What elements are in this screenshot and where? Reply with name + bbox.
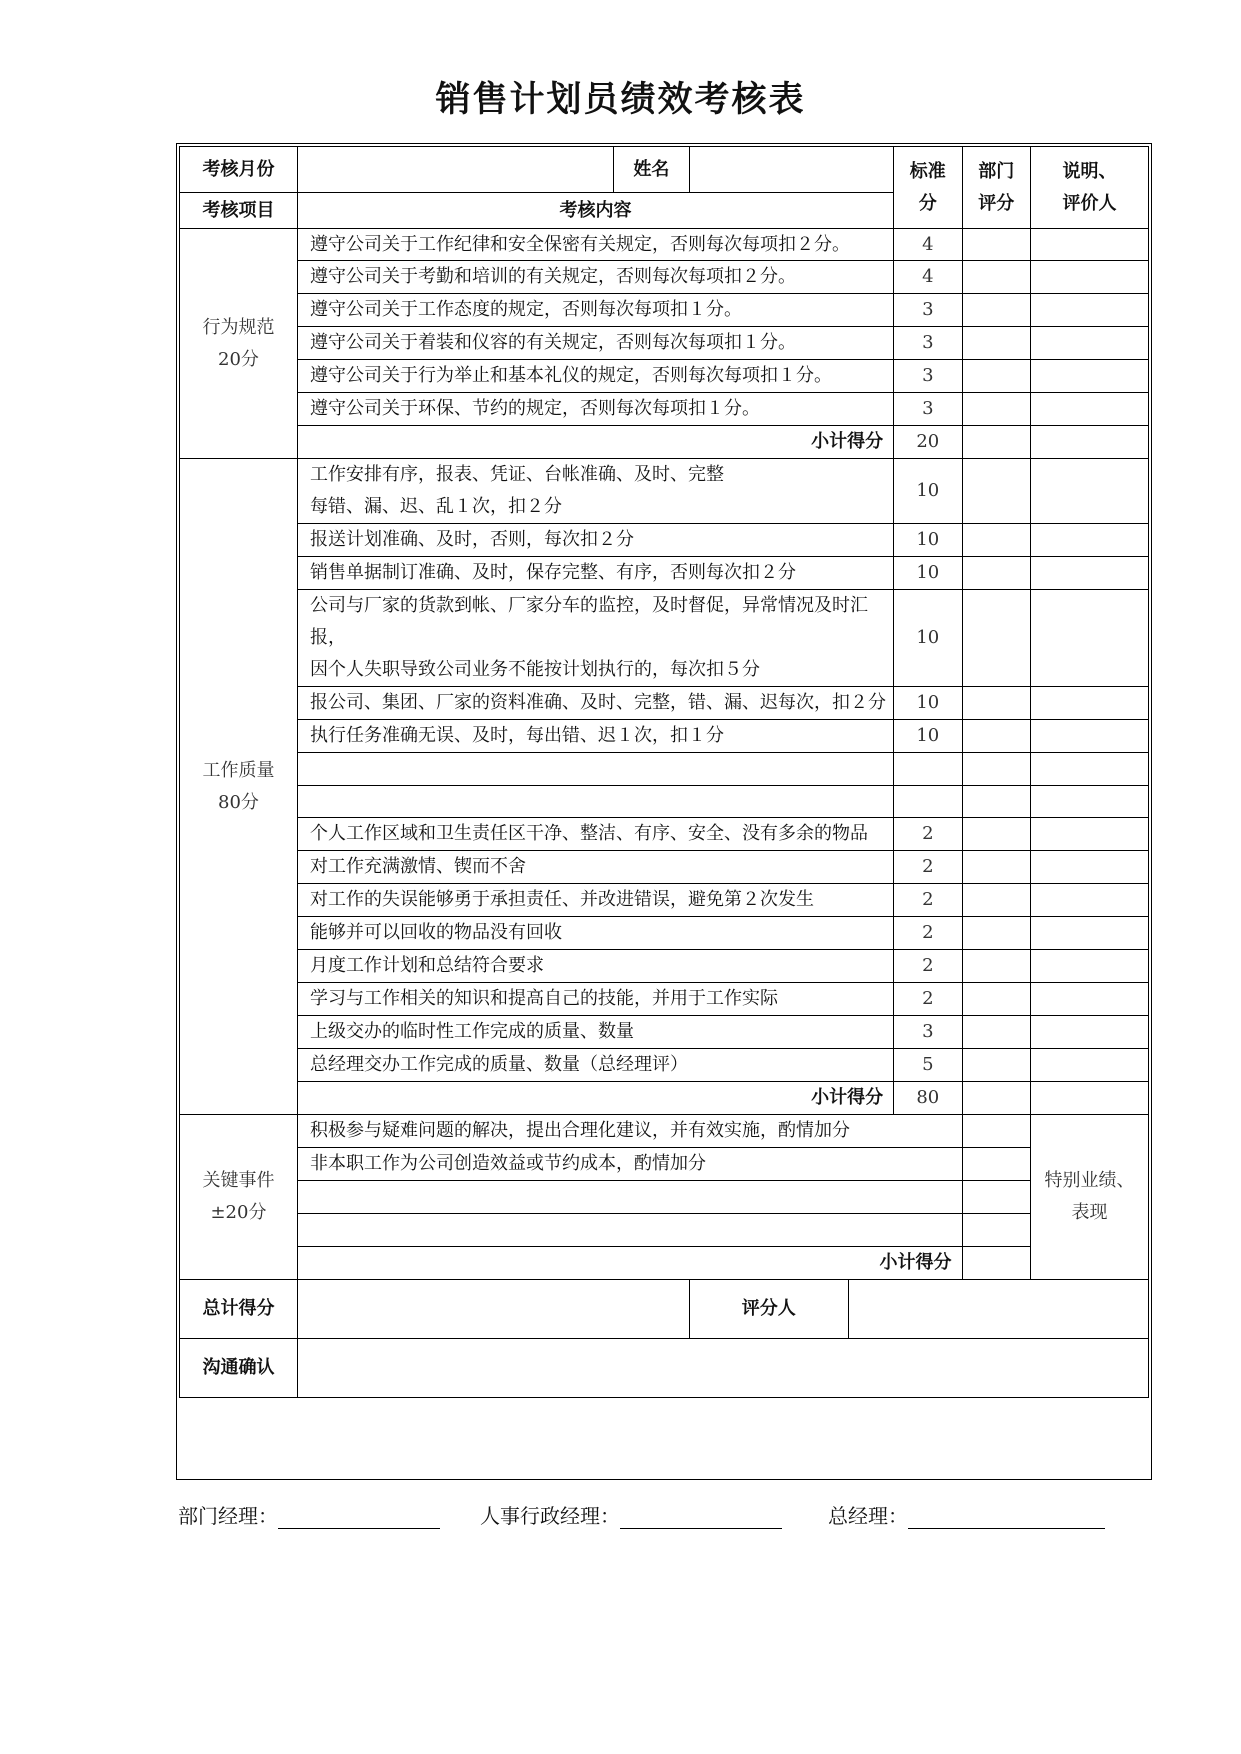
hr-manager-line[interactable] (620, 1508, 782, 1529)
general-manager-label: 总经理： (828, 1504, 908, 1528)
note-cell[interactable] (1030, 459, 1148, 524)
table-row (180, 1181, 1149, 1214)
table-row (180, 687, 1149, 720)
table-row (180, 851, 1149, 884)
dept-score-cell[interactable] (962, 687, 1030, 720)
criterion-text: 学习与工作相关的知识和提高自己的技能，并用于工作实际 (297, 983, 893, 1016)
table-row (180, 786, 1149, 818)
table-row (180, 917, 1149, 950)
quality-group-label: 工作质量 80分 (180, 459, 298, 1115)
appraisal-table (179, 146, 1149, 1398)
note-cell[interactable] (1030, 983, 1148, 1016)
subtotal-label: 小计得分 (297, 426, 893, 459)
criterion-text: 执行任务准确无误、及时，每出错、迟１次，扣１分 (297, 720, 893, 753)
standard-score: 10 (894, 687, 962, 720)
table-row (180, 1082, 1149, 1115)
note-cell[interactable] (1030, 851, 1148, 884)
note-cell[interactable] (1030, 720, 1148, 753)
standard-score: 2 (894, 917, 962, 950)
table-row (180, 1214, 1149, 1247)
criterion-text: 遵守公司关于着装和仪容的有关规定，否则每次每项扣１分。 (297, 327, 893, 360)
rater-label: 评分人 (689, 1280, 848, 1339)
note-cell[interactable] (1030, 884, 1148, 917)
standard-score: 2 (894, 950, 962, 983)
dept-manager-signature (178, 1500, 440, 1529)
total-score-field[interactable] (297, 1280, 689, 1339)
criterion-text: 遵守公司关于行为举止和基本礼仪的规定，否则每次每项扣１分。 (297, 360, 893, 393)
dept-score-cell[interactable] (962, 1148, 1030, 1181)
table-row (180, 557, 1149, 590)
note-cell[interactable] (1030, 753, 1148, 786)
note-cell[interactable] (1030, 786, 1148, 818)
confirm-field[interactable] (297, 1339, 1148, 1398)
confirm-label: 沟通确认 (180, 1339, 298, 1398)
standard-score: 3 (894, 294, 962, 327)
subtotal-dept-score-cell[interactable] (962, 1082, 1030, 1115)
dept-score-cell[interactable] (962, 327, 1030, 360)
month-label: 考核月份 (180, 147, 298, 193)
dept-score-cell[interactable] (962, 459, 1030, 524)
hr-manager-label: 人事行政经理： (480, 1504, 620, 1528)
table-row (180, 1115, 1149, 1148)
table-row (180, 426, 1149, 459)
subtotal-note-cell[interactable] (1030, 426, 1148, 459)
content-label: 考核内容 (297, 193, 893, 229)
note-cell[interactable] (1030, 229, 1148, 261)
criterion-text: 上级交办的临时性工作完成的质量、数量 (297, 1016, 893, 1049)
dept-score-cell[interactable] (962, 884, 1030, 917)
table-row (180, 950, 1149, 983)
name-label: 姓名 (613, 147, 689, 193)
table-row (180, 459, 1149, 524)
dept-score-header: 部门 评分 (962, 147, 1030, 229)
table-row (180, 753, 1149, 786)
note-cell[interactable] (1030, 261, 1148, 294)
table-row (180, 1049, 1149, 1082)
standard-score: 2 (894, 818, 962, 851)
dept-score-cell[interactable] (962, 720, 1030, 753)
criterion-text: 对工作充满激情、锲而不舍 (297, 851, 893, 884)
criterion-text: 销售单据制订准确、及时，保存完整、有序，否则每次扣２分 (297, 557, 893, 590)
note-cell[interactable] (1030, 818, 1148, 851)
standard-score: 10 (894, 557, 962, 590)
criterion-text: 公司与厂家的货款到帐、厂家分车的监控，及时督促，异常情况及时汇报， 因个人失职导致公司业务不能按计划执行的，每次扣５分 (297, 590, 893, 687)
dept-score-cell[interactable] (962, 950, 1030, 983)
dept-score-cell[interactable] (962, 753, 1030, 786)
standard-score: 4 (894, 261, 962, 294)
hr-manager-signature (480, 1500, 782, 1529)
standard-score: 3 (894, 327, 962, 360)
standard-score: 10 (894, 459, 962, 524)
table-row (180, 983, 1149, 1016)
subtotal-note-cell[interactable] (1030, 1082, 1148, 1115)
criterion-text (297, 786, 893, 818)
general-manager-line[interactable] (908, 1508, 1105, 1529)
dept-score-cell[interactable] (962, 1115, 1030, 1148)
note-cell[interactable] (1030, 360, 1148, 393)
table-row (180, 261, 1149, 294)
table-row (180, 590, 1149, 687)
dept-score-cell[interactable] (962, 1214, 1030, 1247)
standard-score: 5 (894, 1049, 962, 1082)
note-cell[interactable] (1030, 557, 1148, 590)
table-row (180, 360, 1149, 393)
dept-score-cell[interactable] (962, 1181, 1030, 1214)
criterion-text: 报公司、集团、厂家的资料准确、及时、完整，错、漏、迟每次，扣２分 (297, 687, 893, 720)
table-row (180, 720, 1149, 753)
note-cell[interactable] (1030, 590, 1148, 687)
table-row (180, 229, 1149, 261)
note-cell[interactable] (1030, 327, 1148, 360)
table-row (180, 393, 1149, 426)
dept-manager-label: 部门经理： (178, 1504, 278, 1528)
criterion-text (297, 753, 893, 786)
subtotal-dept-score-cell[interactable] (962, 1247, 1030, 1280)
standard-score: 2 (894, 983, 962, 1016)
dept-score-cell[interactable] (962, 261, 1030, 294)
criterion-text (297, 1181, 962, 1214)
standard-score: 2 (894, 851, 962, 884)
standard-score: 3 (894, 1016, 962, 1049)
dept-score-cell[interactable] (962, 524, 1030, 557)
criterion-text: 非本职工作为公司创造效益或节约成本，酌情加分 (297, 1148, 962, 1181)
note-header: 说明、 评价人 (1030, 147, 1148, 229)
table-row (180, 1016, 1149, 1049)
dept-score-cell[interactable] (962, 393, 1030, 426)
criterion-text: 对工作的失误能够勇于承担责任、并改进错误，避免第２次发生 (297, 884, 893, 917)
criterion-text: 报送计划准确、及时，否则，每次扣２分 (297, 524, 893, 557)
dept-score-cell[interactable] (962, 786, 1030, 818)
subtotal-standard-score: 80 (894, 1082, 962, 1115)
subtotal-standard-score: 20 (894, 426, 962, 459)
general-manager-signature (828, 1500, 1105, 1529)
standard-score: 2 (894, 884, 962, 917)
name-field[interactable] (689, 147, 893, 193)
dept-score-cell[interactable] (962, 983, 1030, 1016)
table-row (180, 818, 1149, 851)
table-row (180, 327, 1149, 360)
dept-score-cell[interactable] (962, 294, 1030, 327)
dept-score-cell[interactable] (962, 917, 1030, 950)
dept-manager-line[interactable] (278, 1508, 440, 1529)
criterion-text: 遵守公司关于考勤和培训的有关规定，否则每次每项扣２分。 (297, 261, 893, 294)
item-label: 考核项目 (180, 193, 298, 229)
note-cell[interactable] (1030, 687, 1148, 720)
table-row (180, 1148, 1149, 1181)
standard-score: 4 (894, 229, 962, 261)
dept-score-cell[interactable] (962, 229, 1030, 261)
table-row (180, 524, 1149, 557)
criterion-text: 个人工作区域和卫生责任区干净、整洁、有序、安全、没有多余的物品 (297, 818, 893, 851)
criterion-text: 能够并可以回收的物品没有回收 (297, 917, 893, 950)
criterion-text: 遵守公司关于工作纪律和安全保密有关规定，否则每次每项扣２分。 (297, 229, 893, 261)
standard-score (894, 786, 962, 818)
std-score-header: 标准 分 (894, 147, 962, 229)
dept-score-cell[interactable] (962, 1016, 1030, 1049)
table-row (180, 884, 1149, 917)
special-performance-note: 特别业绩、 表现 (1030, 1115, 1148, 1280)
table-row (180, 1247, 1149, 1280)
dept-score-cell[interactable] (962, 360, 1030, 393)
note-cell[interactable] (1030, 1016, 1148, 1049)
criterion-text: 遵守公司关于工作态度的规定，否则每次每项扣１分。 (297, 294, 893, 327)
note-cell[interactable] (1030, 950, 1148, 983)
dept-score-cell[interactable] (962, 590, 1030, 687)
note-cell[interactable] (1030, 294, 1148, 327)
behavior-group-label: 行为规范 20分 (180, 229, 298, 459)
criterion-text: 总经理交办工作完成的质量、数量（总经理评） (297, 1049, 893, 1082)
note-cell[interactable] (1030, 917, 1148, 950)
subtotal-label: 小计得分 (297, 1247, 962, 1280)
form-title: 销售计划员绩效考核表 (435, 80, 806, 120)
dept-score-cell[interactable] (962, 851, 1030, 884)
note-cell[interactable] (1030, 524, 1148, 557)
criterion-text: 月度工作计划和总结符合要求 (297, 950, 893, 983)
dept-score-cell[interactable] (962, 818, 1030, 851)
note-cell[interactable] (1030, 1049, 1148, 1082)
standard-score: 10 (894, 524, 962, 557)
criterion-text: 积极参与疑难问题的解决，提出合理化建议，并有效实施，酌情加分 (297, 1115, 962, 1148)
key-events-group-label: 关键事件 ±20分 (180, 1115, 298, 1280)
standard-score: 3 (894, 393, 962, 426)
criterion-text: 遵守公司关于环保、节约的规定，否则每次每项扣１分。 (297, 393, 893, 426)
rater-field[interactable] (848, 1280, 1148, 1339)
standard-score: 3 (894, 360, 962, 393)
standard-score: 10 (894, 720, 962, 753)
criterion-text (297, 1214, 962, 1247)
note-cell[interactable] (1030, 393, 1148, 426)
dept-score-cell[interactable] (962, 557, 1030, 590)
table-row (180, 1339, 1149, 1398)
dept-score-cell[interactable] (962, 1049, 1030, 1082)
table-row (180, 294, 1149, 327)
subtotal-dept-score-cell[interactable] (962, 426, 1030, 459)
subtotal-label: 小计得分 (297, 1082, 893, 1115)
criterion-text: 工作安排有序，报表、凭证、台帐准确、及时、完整 每错、漏、迟、乱１次，扣２分 (297, 459, 893, 524)
month-field[interactable] (297, 147, 613, 193)
standard-score: 10 (894, 590, 962, 687)
total-score-label: 总计得分 (180, 1280, 298, 1339)
standard-score (894, 753, 962, 786)
table-row (180, 1280, 1149, 1339)
